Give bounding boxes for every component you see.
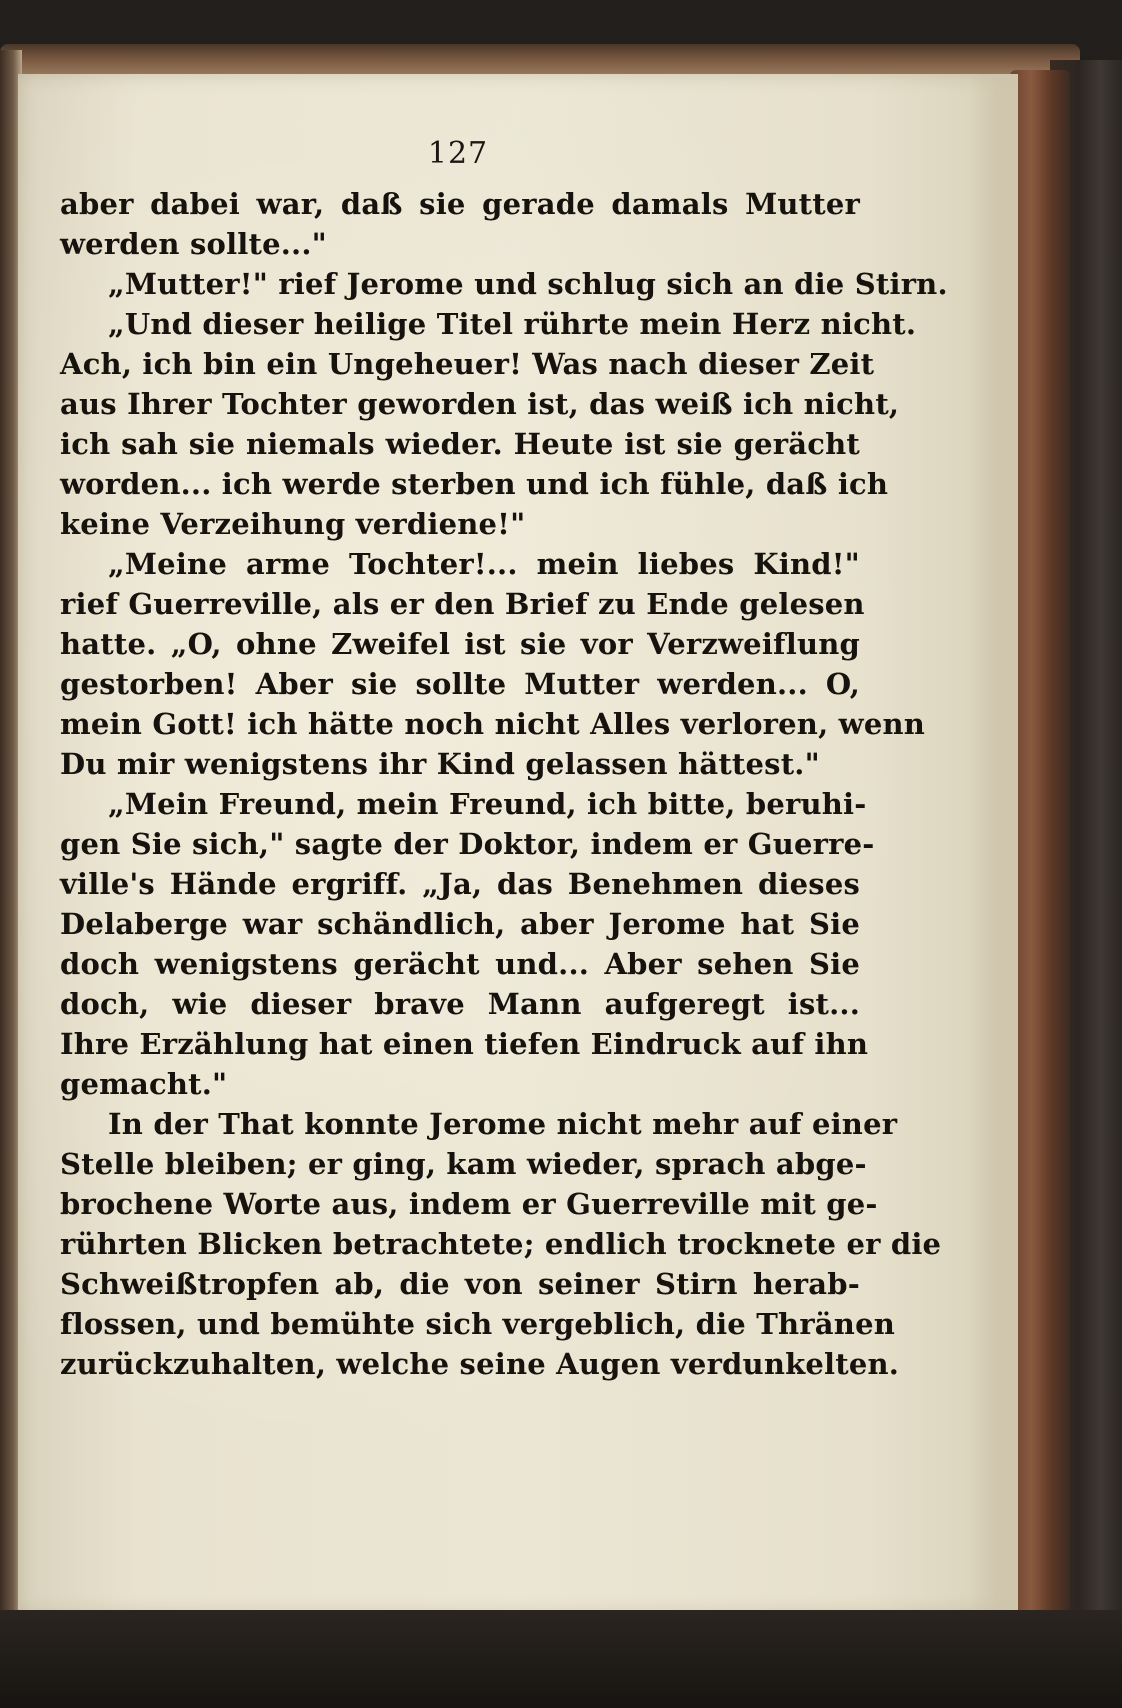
text-line: Ihre Erzählung hat einen tiefen Eindruck auf ihn [60,1027,869,1061]
text-line: In der That konnte Jerome nicht mehr auf einer [108,1107,898,1141]
text-line: mein Gott! ich hätte noch nicht Alles verloren, wenn [60,707,926,741]
text-line: Du mir wenigstens ihr Kind gelassen hättest." [60,747,820,781]
text-line: flossen, und bemühte sich vergeblich, die Thränen [60,1307,896,1341]
text-line: „Meine arme Tochter!... mein liebes Kind!" [108,547,860,581]
text-line: Delaberge war schändlich, aber Jerome hat Sie [60,907,860,941]
text-line: zurückzuhalten, welche seine Augen verdunkelten. [60,1347,900,1381]
text-line: worden... ich werde sterben und ich fühle, daß ich [60,467,889,501]
text-line: gestorben! Aber sie sollte Mutter werden... O, [60,667,860,701]
text-line: doch wenigstens gerächt und... Aber sehen Sie [60,947,860,981]
text-line: Ach, ich bin ein Ungeheuer! Was nach dieser Zeit [60,347,875,381]
text-line: gen Sie sich," sagte der Doktor, indem er Guerre- [60,827,875,861]
text-line: „Mein Freund, mein Freund, ich bitte, beruhi- [108,787,867,821]
book-spine-edge [1010,70,1070,1650]
page-text [60,184,948,1384]
text-line: „Und dieser heilige Titel rührte mein Herz nicht. [108,307,917,341]
text-line: gemacht." [60,1067,228,1101]
text-line: werden sollte..." [60,227,327,261]
page-edge [968,74,1018,1614]
text-line: doch, wie dieser brave Mann aufgeregt ist... [60,987,860,1021]
text-line: „Mutter!" rief Jerome und schlug sich an die Stirn. [108,267,948,301]
text-line: rief Guerreville, als er den Brief zu Ende gelesen [60,587,865,621]
text-line: hatte. „O, ohne Zweifel ist sie vor Verzweiflung [60,627,860,661]
text-line: aus Ihrer Tochter geworden ist, das weiß ich nicht, [60,387,900,421]
text-line: Schweißtropfen ab, die von seiner Stirn herab- [60,1267,860,1301]
text-line: rührten Blicken betrachtete; endlich trocknete er die [60,1227,942,1261]
scan-background [0,1610,1122,1708]
book-page [18,74,1018,1614]
text-line: ville's Hände ergriff. „Ja, das Benehmen dieses [60,867,860,901]
text-line: ich sah sie niemals wieder. Heute ist sie gerächt [60,427,860,461]
page-number: 127 [427,136,489,171]
text-line: aber dabei war, daß sie gerade damals Mutter [60,187,860,221]
text-line: Stelle bleiben; er ging, kam wieder, sprach abge- [60,1147,867,1181]
text-line: keine Verzeihung verdiene!" [60,507,526,541]
text-line: brochene Worte aus, indem er Guerreville mit ge- [60,1187,878,1221]
